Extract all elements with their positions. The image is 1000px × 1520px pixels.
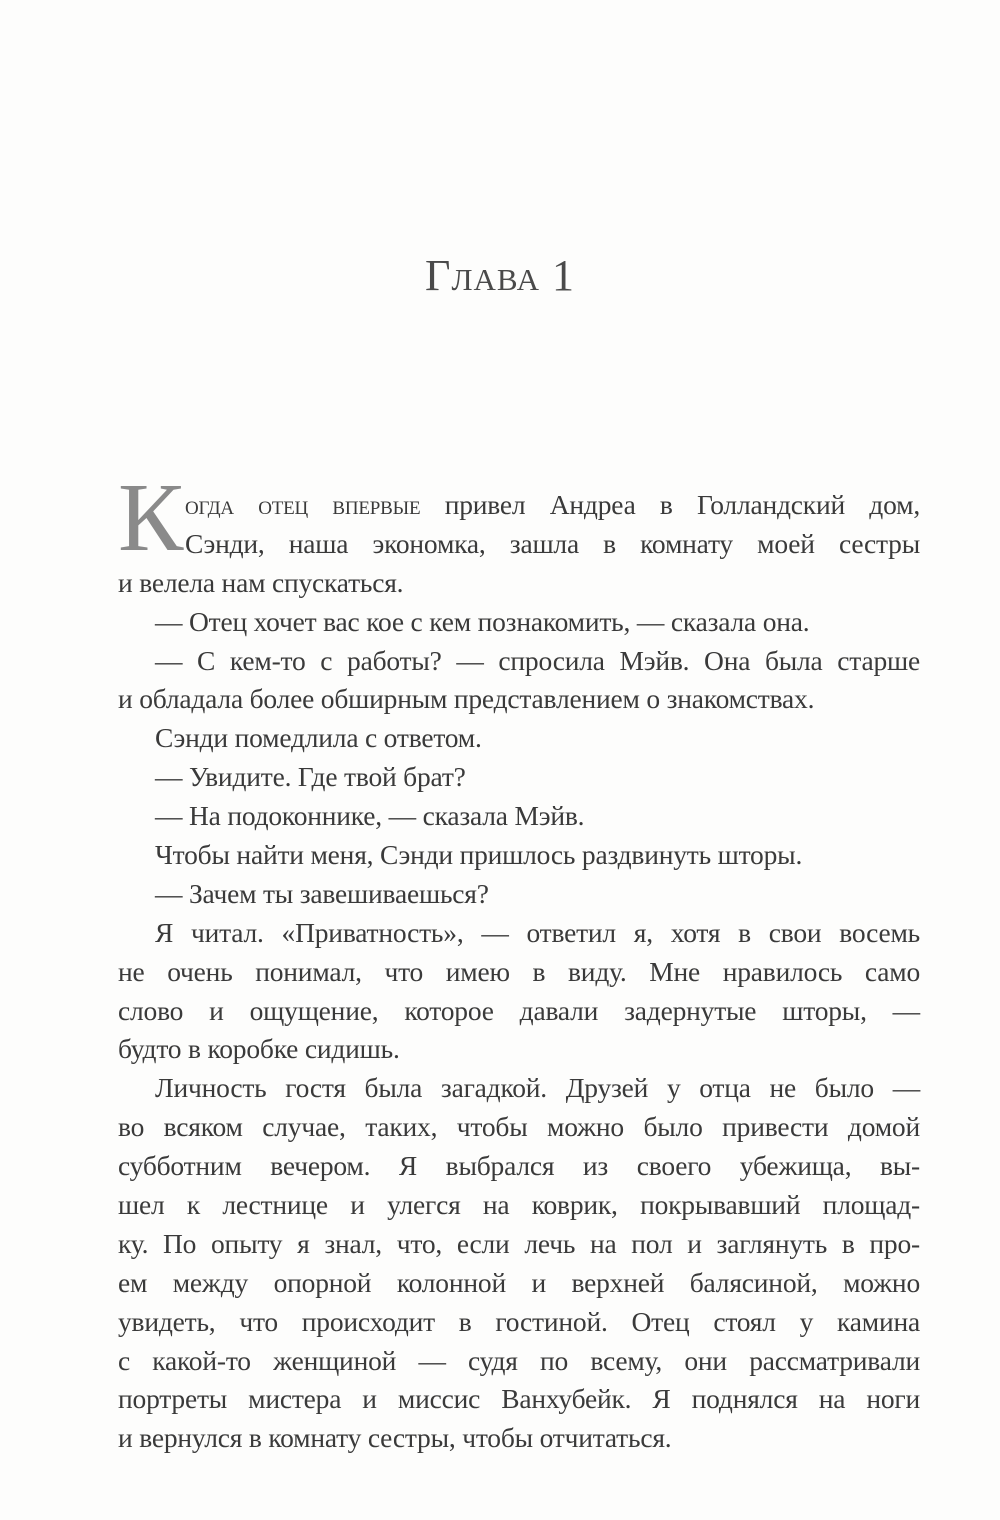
text-line: портреты мистера и миссис Ванхубейк. Я поднялся на ноги [118,1383,920,1415]
text-line: — Зачем ты завешиваешься? [155,877,489,909]
chapter-title: Глава 1 [425,251,575,300]
text-line: Сэнди помедлила с ответом. [155,722,482,754]
small-caps-lead: огда отец впервые [185,489,421,520]
body-text [118,486,920,1458]
text-line: Я читал. «Приватность», — ответил я, хотя в свои восемь [155,916,920,948]
text-line: ем между опорной колонной и верхней балясиной, можно [118,1266,920,1298]
text-line: — С кем-то с работы? — спросила Мэйв. Она была старше [155,644,920,676]
text-line: — На подоконнике, — сказала Мэйв. [155,800,585,832]
text-line: увидеть, что происходит в гостиной. Отец стоял у камина [118,1305,920,1337]
text-line: шел к лестнице и улегся на коврик, покрывавший площад- [118,1189,920,1221]
text-line: — Увидите. Где твой брат? [155,761,466,793]
text-line-rest: привел Андреа в Голландский дом, [420,489,920,520]
drop-cap: К [118,464,184,572]
text-line [118,486,920,525]
text-line: не очень понимал, что имею в виду. Мне нравилось само [118,955,920,987]
text-line: Сэнди, наша экономка, зашла в комнату моей сестры [185,527,920,559]
text-line: и велела нам спускаться. [118,566,404,598]
text-line: Личность гостя была загадкой. Друзей у отца не было — [155,1072,920,1104]
text-line: с какой-то женщиной — судя по всему, они рассматривали [118,1344,920,1376]
text-line: во всяком случае, таких, чтобы можно было привести домой [118,1111,920,1143]
text-line: слово и ощущение, которое давали задернутые шторы, — [118,994,920,1026]
text-line: Чтобы найти меня, Сэнди пришлось раздвинуть шторы. [155,839,803,871]
text-line: субботним вечером. Я выбрался из своего убежища, вы- [118,1150,920,1182]
text-line: — Отец хочет вас кое с кем познакомить, — сказала она. [155,605,810,637]
text-line: ку. По опыту я знал, что, если лечь на пол и заглянуть в про- [118,1227,920,1259]
text-line: и вернулся в комнату сестры, чтобы отчитаться. [118,1422,672,1454]
text-line: будто в коробке сидишь. [118,1033,400,1065]
text-line: и обладала более обширным представлением о знакомствах. [118,683,815,715]
